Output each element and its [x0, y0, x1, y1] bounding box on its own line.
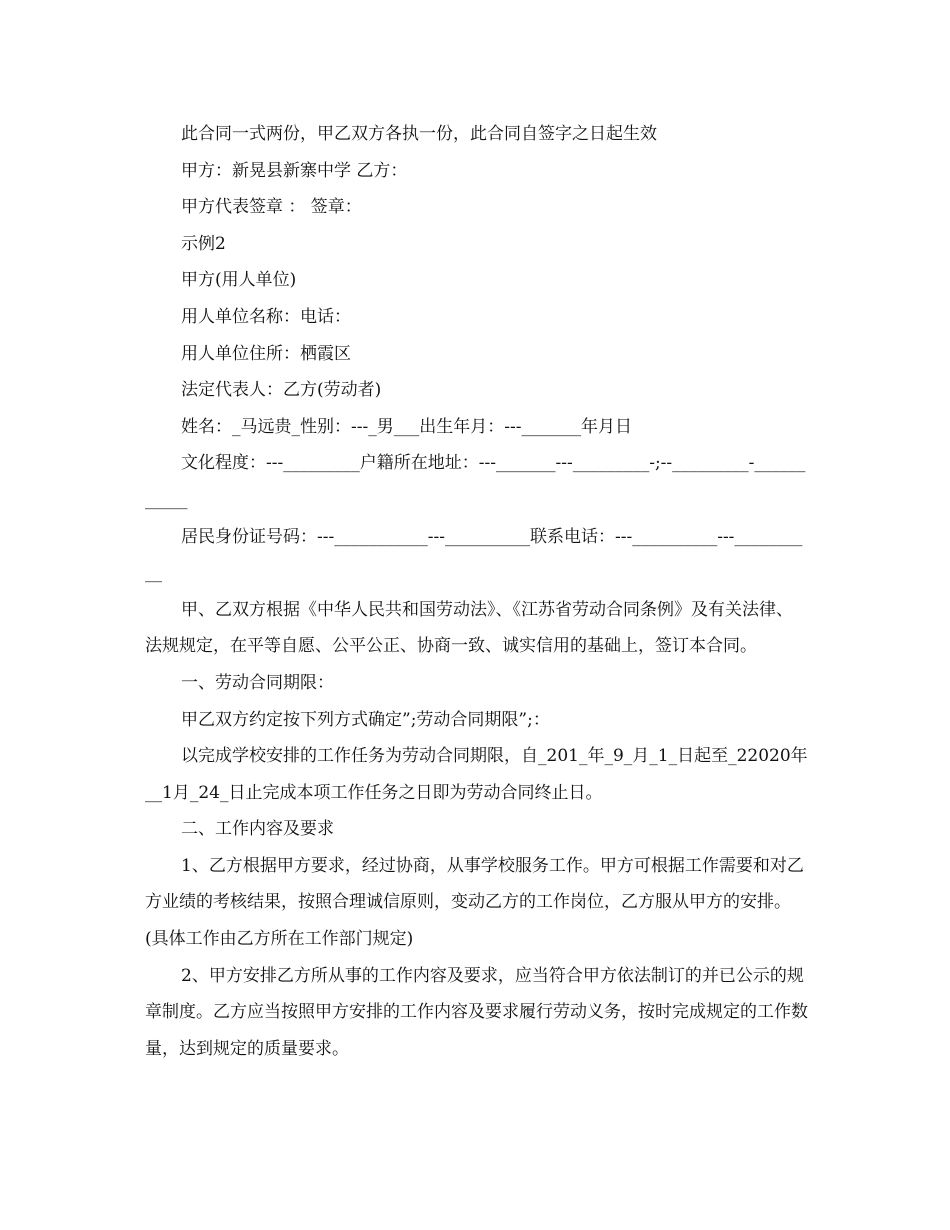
paragraph-education-address: 文化程度：---_________户籍所在地址：---_______---_________-;--_________-___________ [145, 453, 806, 510]
section-heading-term: 一、劳动合同期限： [181, 672, 334, 693]
paragraph-signature: 甲方代表签章 ： 签章： [181, 197, 362, 218]
section-heading-work-content: 二、工作内容及要求 [181, 819, 334, 840]
paragraph-term-dates: 以完成学校安排的工作任务为劳动合同期限，自_201_年_9_月_1_日起至_22020年__1月_24_日止完成本项工作任务之日即为劳动合同终止日。 [145, 746, 808, 803]
paragraph-name-gender-birth: 姓名：_马远贵_性别：---_男___出生年月：---_______年月日 [181, 416, 632, 437]
paragraph-employer: 甲方(用人单位) [181, 270, 297, 291]
paragraph-party-a: 甲方：新晃县新寨中学 乙方： [181, 160, 408, 181]
document-body [145, 116, 809, 1067]
paragraph-work-item-1: 1、乙方根据甲方要求，经过协商，从事学校服务工作。甲方可根据工作需要和对乙方业绩的考核结果，按照合理诚信原则，变动乙方的工作岗位，乙方服从甲方的安排。(具体工作由乙方所在工作部门规定) [145, 855, 804, 950]
paragraph-id-phone: 居民身份证号码：---___________---__________联系电话：---__________---__________ [145, 526, 803, 584]
paragraph-legal-basis: 甲、乙双方根据《中华人民共和国劳动法》、《江苏省劳动合同条例》及有关法律、法规规定，在平等自愿、公平公正、协商一致、诚实信用的基础上，签订本合同。 [145, 599, 793, 657]
paragraph-example-2: 示例2 [181, 233, 226, 254]
paragraph-work-item-2: 2、甲方安排乙方所从事的工作内容及要求，应当符合甲方依法制订的并已公示的规章制度。乙方应当按照甲方安排的工作内容及要求履行劳动义务，按时完成规定的工作数量，达到规定的质量要求。 [145, 965, 808, 1059]
paragraph-term-method: 甲乙双方约定按下列方式确定”;劳动合同期限”;： [181, 709, 550, 730]
paragraph-employer-name: 用人单位名称：电话： [181, 306, 351, 327]
paragraph-contract-copies: 此合同一式两份，甲乙双方各执一份，此合同自签字之日起生效 [181, 124, 657, 144]
paragraph-legal-representative: 法定代表人：乙方(劳动者) [181, 380, 382, 401]
paragraph-employer-address: 用人单位住所：栖霞区 [181, 343, 351, 364]
